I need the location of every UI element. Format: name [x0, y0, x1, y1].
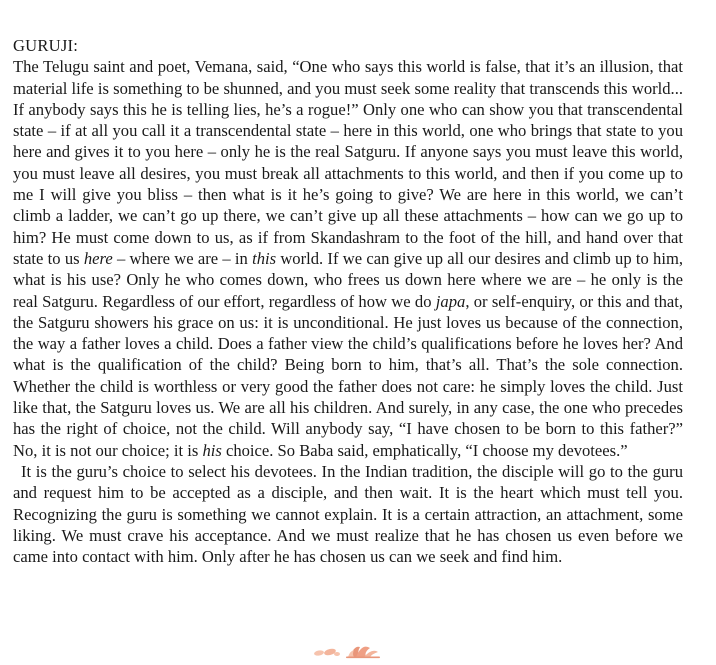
text-run: choice. So Baba said, emphatically, “I choose my devotees.” — [221, 440, 628, 460]
text-run: world. If we can give up all our desires and climb up to him, what is his use? Only he who comes down, who frees us down here where we are – he only is the real Satguru. Regardless of our effort, regardless of how we do — [13, 248, 684, 311]
text-run: , or self-enquiry, or this and that, the Satguru showers his grace on us: it is unconditional. He just loves us because of the connection, the way a father loves a child. Does a father view the child’s qualifications before he loves her? And what is the qualification of the child? Being born to him, that’s all. That’s the sole connection. Whether the child is worthless or very good the father does not care: he simply loves the child. Just like that, the Satguru loves us. We are all his children. And surely, in any case, the one who precedes has the right of choice, not the child. Will anybody say, “I have chosen to be born to this father?” No, it is not our choice; it is — [13, 291, 683, 460]
paragraph-2: It is the guru’s choice to select his devotees. In the Indian tradition, the disciple will go to the guru and request him to be accepted as a disciple, and then wait. It is the heart which must tell you. Recognizing the guru is something we cannot explain. It is a certain attraction, an attachment, some liking. We must crave his acceptance. And we must realize that he has chosen us even before we came into contact with him. Only after he has chosen us can we seek and find him. — [13, 461, 683, 567]
italic-run: here — [83, 248, 113, 268]
lotus-ornament-icon — [310, 642, 384, 662]
paragraph-1 — [13, 56, 683, 461]
text-run: The Telugu saint and poet, Vemana, said, “One who says this world is false, that it’s an illusion, that material life is something to be shunned, and you must seek some reality that transcends this world... If anybody says this he is telling lies, he’s a rogue!” Only one who can show you that transcendental state – if at all you call it a transcendental state – here in this world, one who brings that state to you here and gives it to you here – only he is the real Satguru. If anyone says you must leave this world, you must leave all desires, you must break all attachments to this world, and then if you come up to me I will give you bliss – then what is it he’s going to give? We are here in this world, we can’t climb a ladder, we can’t go up there, we can’t give up all these attachments – how can we go up to him? He must come down to us, as if from Skandashram to the foot of the hill, and hand over that state to us — [13, 57, 683, 268]
italic-run: this — [252, 248, 277, 268]
document-page — [13, 35, 683, 567]
italic-run: japa — [435, 291, 466, 311]
italic-run: his — [202, 440, 222, 460]
ornament-petals — [314, 647, 380, 658]
speaker-label: GURUJI: — [13, 36, 79, 55]
text-run: – where we are – in — [112, 248, 253, 268]
